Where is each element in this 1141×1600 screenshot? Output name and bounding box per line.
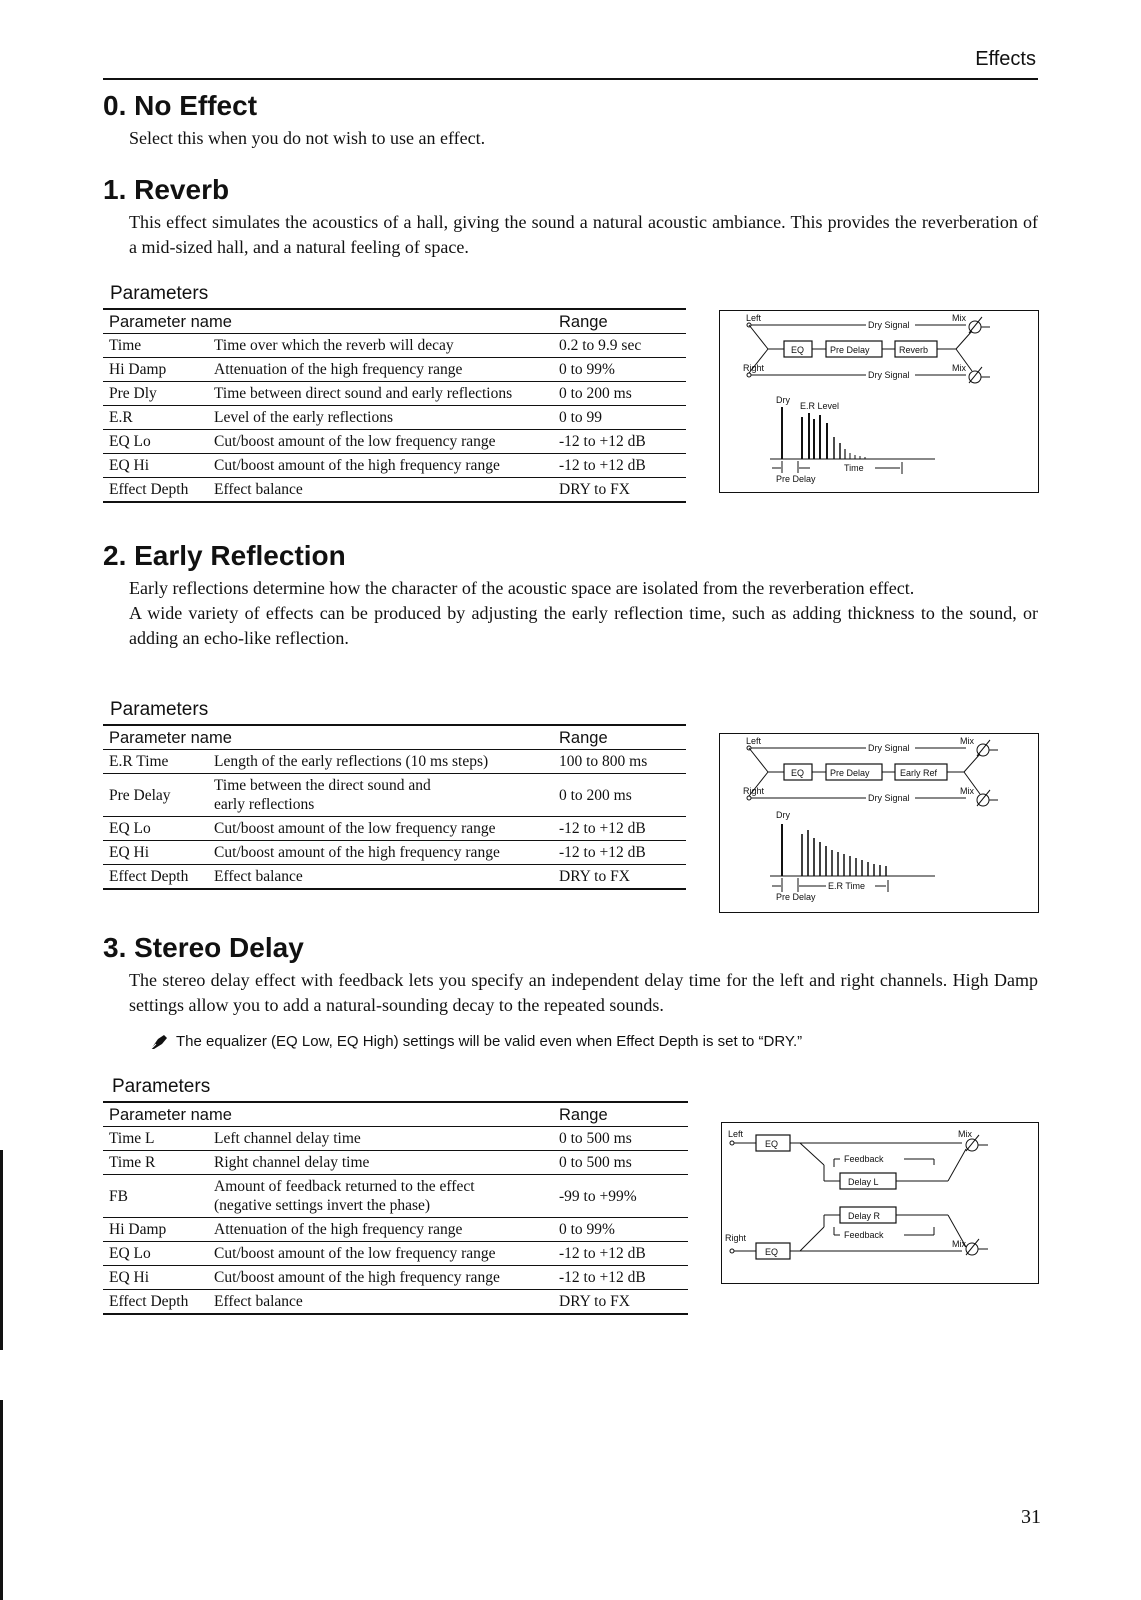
param-name: EQ Hi bbox=[103, 1266, 208, 1290]
param-name: Time R bbox=[103, 1151, 208, 1175]
eq-block-label: EQ bbox=[791, 345, 805, 355]
running-header: Effects bbox=[975, 48, 1036, 70]
mix-label-bottom: Mix bbox=[952, 363, 966, 373]
section-title: 1. Reverb bbox=[103, 174, 230, 205]
scan-margin-mark bbox=[0, 1150, 3, 1350]
param-name: FB bbox=[103, 1175, 208, 1218]
stereo-delay-signal-diagram bbox=[721, 1122, 1039, 1284]
table-row bbox=[103, 454, 686, 478]
stereo-delay-params-table bbox=[103, 1101, 688, 1315]
param-desc: Time over which the reverb will decay bbox=[208, 334, 553, 358]
right-input-label: Right bbox=[743, 786, 765, 796]
left-input-label: Left bbox=[746, 736, 762, 746]
table-row bbox=[103, 1290, 688, 1315]
eq-block-label: EQ bbox=[791, 768, 805, 778]
param-range: 0.2 to 9.9 sec bbox=[553, 334, 686, 358]
mix-label-top: Mix bbox=[952, 313, 966, 323]
section-no-effect bbox=[103, 90, 1038, 151]
header-parameter-name: Parameter name bbox=[103, 725, 553, 750]
table-row bbox=[103, 382, 686, 406]
table-header-row bbox=[103, 1102, 688, 1127]
param-range: 0 to 200 ms bbox=[553, 382, 686, 406]
table-row bbox=[103, 478, 686, 503]
table-row bbox=[103, 1242, 688, 1266]
params-label: Parameters bbox=[110, 699, 209, 720]
table-row bbox=[103, 1175, 688, 1218]
left-input-label: Left bbox=[746, 313, 762, 323]
header-range: Range bbox=[553, 1102, 688, 1127]
param-desc: Cut/boost amount of the low frequency range bbox=[208, 1242, 553, 1266]
table-row bbox=[103, 750, 686, 774]
param-desc: Level of the early reflections bbox=[208, 406, 553, 430]
param-range: -12 to +12 dB bbox=[553, 1242, 688, 1266]
mix-label-bottom: Mix bbox=[960, 786, 974, 796]
param-name: Effect Depth bbox=[103, 1290, 208, 1315]
table-row bbox=[103, 1218, 688, 1242]
table-row bbox=[103, 841, 686, 865]
param-name: EQ Lo bbox=[103, 1242, 208, 1266]
table-row bbox=[103, 817, 686, 841]
table-row bbox=[103, 334, 686, 358]
param-desc: Right channel delay time bbox=[208, 1151, 553, 1175]
param-name: Effect Depth bbox=[103, 478, 208, 503]
param-desc: Effect balance bbox=[208, 1290, 553, 1315]
param-range: -12 to +12 dB bbox=[553, 1266, 688, 1290]
er-level-label: E.R Level bbox=[800, 401, 840, 411]
table-row bbox=[103, 406, 686, 430]
early-reflection-signal-diagram bbox=[719, 733, 1039, 913]
param-desc: Left channel delay time bbox=[208, 1127, 553, 1151]
pre-delay-block-label: Pre Delay bbox=[830, 345, 870, 355]
param-range: -12 to +12 dB bbox=[553, 841, 686, 865]
page-number: 31 bbox=[1021, 1506, 1041, 1528]
mix-label-top: Mix bbox=[960, 736, 974, 746]
delay-r-block-label: Delay R bbox=[848, 1211, 881, 1221]
section-stereo-delay bbox=[103, 932, 1038, 1018]
param-desc: Cut/boost amount of the low frequency range bbox=[208, 817, 553, 841]
pencil-icon bbox=[150, 1032, 168, 1050]
reverb-signal-diagram bbox=[719, 310, 1039, 493]
param-name: Time L bbox=[103, 1127, 208, 1151]
feedback-label-l: Feedback bbox=[844, 1154, 884, 1164]
param-desc: Time between the direct sound and early reflections bbox=[208, 774, 553, 817]
params-label: Parameters bbox=[110, 283, 209, 304]
pre-delay-axis-label: Pre Delay bbox=[776, 892, 816, 902]
table-row bbox=[103, 430, 686, 454]
delay-l-block-label: Delay L bbox=[848, 1177, 879, 1187]
table-header-row bbox=[103, 309, 686, 334]
table-header-row bbox=[103, 725, 686, 750]
er-time-axis-label: E.R Time bbox=[828, 881, 866, 891]
params-label: Parameters bbox=[112, 1076, 211, 1097]
param-desc: Amount of feedback returned to the effect (negative settings invert the phase) bbox=[208, 1175, 553, 1218]
param-name: EQ Hi bbox=[103, 841, 208, 865]
param-name: EQ Lo bbox=[103, 817, 208, 841]
early-ref-block-label: Early Ref bbox=[900, 768, 938, 778]
param-range: 0 to 500 ms bbox=[553, 1151, 688, 1175]
param-desc: Cut/boost amount of the low frequency range bbox=[208, 430, 553, 454]
section-early-reflection bbox=[103, 540, 1038, 651]
param-desc: Cut/boost amount of the high frequency range bbox=[208, 1266, 553, 1290]
section-body: This effect simulates the acoustics of a hall, giving the sound a natural acoustic ambiance. This provides the reverberation of a mid-sized hall, and a natural feeling of space. bbox=[129, 212, 1038, 257]
header-range: Range bbox=[553, 309, 686, 334]
param-name: Pre Delay bbox=[103, 774, 208, 817]
param-range: DRY to FX bbox=[553, 865, 686, 890]
dry-signal-label-bottom: Dry Signal bbox=[868, 370, 910, 380]
dry-signal-label-top: Dry Signal bbox=[868, 743, 910, 753]
right-input-label: Right bbox=[743, 363, 765, 373]
param-desc: Cut/boost amount of the high frequency range bbox=[208, 841, 553, 865]
header-range: Range bbox=[553, 725, 686, 750]
early-reflection-params-table bbox=[103, 724, 686, 890]
section-reverb bbox=[103, 174, 1038, 260]
param-range: 0 to 99 bbox=[553, 406, 686, 430]
param-name: Hi Damp bbox=[103, 1218, 208, 1242]
param-desc: Effect balance bbox=[208, 865, 553, 890]
header-rule bbox=[103, 78, 1038, 80]
param-range: -12 to +12 dB bbox=[553, 430, 686, 454]
dry-axis-label: Dry bbox=[776, 810, 790, 820]
param-range: 0 to 200 ms bbox=[553, 774, 686, 817]
table-row bbox=[103, 1151, 688, 1175]
param-range: DRY to FX bbox=[553, 478, 686, 503]
param-name: Time bbox=[103, 334, 208, 358]
mix-label-top: Mix bbox=[958, 1129, 972, 1139]
table-row bbox=[103, 774, 686, 817]
param-range: 0 to 99% bbox=[553, 1218, 688, 1242]
section-body: The stereo delay effect with feedback lets you specify an independent delay time for the left and right channels. High Damp settings allow you to add a natural-sounding decay to the repeated sounds. bbox=[129, 970, 1038, 1015]
mix-label-bottom: Mix bbox=[952, 1239, 966, 1249]
param-name: Hi Damp bbox=[103, 358, 208, 382]
section-title: 3. Stereo Delay bbox=[103, 932, 304, 963]
scan-margin-mark bbox=[0, 1400, 3, 1600]
dry-axis-label: Dry bbox=[776, 395, 790, 405]
left-input-label: Left bbox=[728, 1129, 744, 1139]
dry-signal-label-top: Dry Signal bbox=[868, 320, 910, 330]
param-range: -99 to +99% bbox=[553, 1175, 688, 1218]
param-desc: Length of the early reflections (10 ms steps) bbox=[208, 750, 553, 774]
param-name: Pre Dly bbox=[103, 382, 208, 406]
note-text: The equalizer (EQ Low, EQ High) settings will be valid even when Effect Depth is set to “DRY.” bbox=[176, 1032, 803, 1050]
param-name: Effect Depth bbox=[103, 865, 208, 890]
reverb-params-table bbox=[103, 308, 686, 503]
reverb-block-label: Reverb bbox=[899, 345, 929, 355]
note bbox=[150, 1032, 802, 1050]
right-input-label: Right bbox=[725, 1233, 747, 1243]
table-row bbox=[103, 358, 686, 382]
param-name: EQ Lo bbox=[103, 430, 208, 454]
param-desc: Attenuation of the high frequency range bbox=[208, 1218, 553, 1242]
dry-signal-label-bottom: Dry Signal bbox=[868, 793, 910, 803]
param-range: 0 to 500 ms bbox=[553, 1127, 688, 1151]
param-desc: Effect balance bbox=[208, 478, 553, 503]
section-body: Select this when you do not wish to use an effect. bbox=[129, 128, 486, 148]
param-range: 100 to 800 ms bbox=[553, 750, 686, 774]
eq-block-label-r: EQ bbox=[765, 1247, 779, 1257]
table-row bbox=[103, 1127, 688, 1151]
time-axis-label: Time bbox=[844, 463, 864, 473]
eq-block-label-l: EQ bbox=[765, 1139, 779, 1149]
param-range: -12 to +12 dB bbox=[553, 817, 686, 841]
param-range: 0 to 99% bbox=[553, 358, 686, 382]
param-name: E.R bbox=[103, 406, 208, 430]
section-title: 0. No Effect bbox=[103, 90, 258, 121]
param-desc: Cut/boost amount of the high frequency range bbox=[208, 454, 553, 478]
pre-delay-axis-label: Pre Delay bbox=[776, 474, 816, 484]
table-row bbox=[103, 1266, 688, 1290]
section-body: A wide variety of effects can be produced by adjusting the early reflection time, such as adding thickness to the sound, or adding an echo-like reflection. bbox=[129, 603, 1038, 648]
feedback-label-r: Feedback bbox=[844, 1230, 884, 1240]
param-range: -12 to +12 dB bbox=[553, 454, 686, 478]
param-range: DRY to FX bbox=[553, 1290, 688, 1315]
param-desc: Attenuation of the high frequency range bbox=[208, 358, 553, 382]
param-name: E.R Time bbox=[103, 750, 208, 774]
section-body: Early reflections determine how the character of the acoustic space are isolated from the reverberation effect. bbox=[129, 578, 915, 598]
header-parameter-name: Parameter name bbox=[103, 309, 553, 334]
table-row bbox=[103, 865, 686, 890]
pre-delay-block-label: Pre Delay bbox=[830, 768, 870, 778]
section-title: 2. Early Reflection bbox=[103, 540, 346, 571]
param-name: EQ Hi bbox=[103, 454, 208, 478]
param-desc: Time between direct sound and early reflections bbox=[208, 382, 553, 406]
header-parameter-name: Parameter name bbox=[103, 1102, 553, 1127]
